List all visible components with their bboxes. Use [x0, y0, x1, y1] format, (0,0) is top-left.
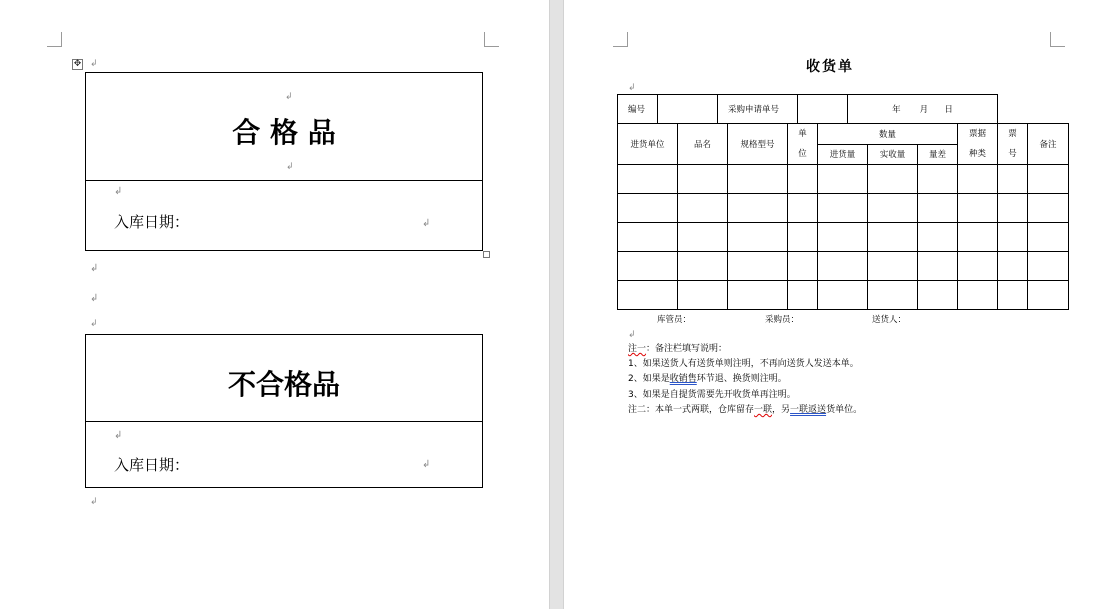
- table-cell[interactable]: [678, 194, 728, 223]
- table-cell[interactable]: [618, 223, 678, 252]
- table-cell[interactable]: [918, 252, 958, 281]
- table-cell[interactable]: [618, 194, 678, 223]
- storage-date-label: 入库日期：: [114, 213, 190, 231]
- table-cell[interactable]: [1028, 165, 1069, 194]
- table-cell[interactable]: [618, 281, 678, 310]
- table-cell[interactable]: [998, 252, 1028, 281]
- table-cell[interactable]: [678, 281, 728, 310]
- table-row: [618, 165, 1069, 194]
- table-cell[interactable]: [998, 165, 1028, 194]
- label-divider: [86, 180, 482, 181]
- paragraph-mark: ↲: [628, 330, 636, 340]
- paragraph-mark: ↲: [422, 218, 431, 229]
- receipt-header-table: [617, 94, 998, 124]
- table-cell[interactable]: [728, 252, 788, 281]
- page-corner-mark: [613, 32, 628, 47]
- paragraph-mark: ↲: [422, 459, 431, 470]
- qualified-title: 合 格 品: [232, 116, 336, 149]
- paragraph-mark: ↲: [286, 162, 294, 172]
- paragraph-mark: ↲: [90, 497, 98, 507]
- paragraph-mark: ↲: [90, 59, 98, 69]
- col-spec: 规格型号: [728, 124, 788, 165]
- table-move-handle-icon[interactable]: ✥: [73, 59, 82, 69]
- table-row: [618, 223, 1069, 252]
- storage-date-label: 入库日期：: [114, 456, 190, 474]
- table-cell[interactable]: [868, 165, 918, 194]
- table-cell[interactable]: [998, 194, 1028, 223]
- note-line-1: 1、如果送货人有送货单则注明，不再向送货人发送本单。: [628, 359, 859, 370]
- note-line-3: 3、如果是自提货需要先开收货单再注明。: [628, 389, 796, 400]
- table-cell[interactable]: [918, 194, 958, 223]
- note-one-heading: 注一：备注栏填写说明：: [628, 344, 728, 354]
- table-cell[interactable]: [1028, 281, 1069, 310]
- deliverer-label: 送货人：: [872, 315, 907, 325]
- table-cell[interactable]: [618, 252, 678, 281]
- table-cell[interactable]: [868, 194, 918, 223]
- paragraph-mark: ↲: [114, 430, 123, 441]
- table-cell[interactable]: [818, 252, 868, 281]
- paragraph-mark: ↲: [90, 263, 99, 274]
- paragraph-mark: ↲: [285, 92, 293, 102]
- col-supplier: 进货单位: [618, 124, 678, 165]
- number-label: 编号: [618, 95, 658, 124]
- col-qty-actual: 实收量: [868, 144, 918, 165]
- paragraph-mark: ↲: [114, 186, 123, 197]
- table-cell[interactable]: [728, 281, 788, 310]
- table-cell[interactable]: [998, 223, 1028, 252]
- table-cell[interactable]: [818, 194, 868, 223]
- page-corner-mark: [484, 32, 499, 47]
- page-gutter: [549, 0, 564, 609]
- table-resize-handle[interactable]: [483, 251, 490, 258]
- col-quantity: 数量: [818, 124, 958, 145]
- table-cell[interactable]: [958, 281, 998, 310]
- paragraph-mark: ↲: [90, 319, 98, 329]
- table-cell[interactable]: [788, 194, 818, 223]
- col-qty-diff: 量差: [918, 144, 958, 165]
- table-cell[interactable]: [818, 281, 868, 310]
- receipt-title: 收货单: [806, 59, 854, 75]
- date-cell[interactable]: 年 月 日: [848, 95, 998, 124]
- table-cell[interactable]: [788, 223, 818, 252]
- table-row: [618, 281, 1069, 310]
- col-invoice-type: 票据 种类: [958, 124, 998, 165]
- table-cell[interactable]: [918, 281, 958, 310]
- label-divider: [86, 421, 482, 422]
- paragraph-mark: ↲: [90, 293, 99, 304]
- page-corner-mark: [47, 32, 62, 47]
- unqualified-title: 不合格品: [227, 368, 340, 401]
- number-value-cell[interactable]: [658, 95, 718, 124]
- table-cell[interactable]: [728, 165, 788, 194]
- table-cell[interactable]: [868, 223, 918, 252]
- warehouse-keeper-label: 库管员：: [657, 315, 692, 325]
- table-cell[interactable]: [998, 281, 1028, 310]
- table-row: [618, 194, 1069, 223]
- table-cell[interactable]: [818, 223, 868, 252]
- table-cell[interactable]: [868, 281, 918, 310]
- table-cell[interactable]: [618, 165, 678, 194]
- table-cell[interactable]: [818, 165, 868, 194]
- table-cell[interactable]: [678, 252, 728, 281]
- table-cell[interactable]: [728, 223, 788, 252]
- table-cell[interactable]: [678, 223, 728, 252]
- table-cell[interactable]: [1028, 194, 1069, 223]
- table-cell[interactable]: [958, 252, 998, 281]
- paragraph-mark: ↲: [628, 83, 636, 93]
- table-cell[interactable]: [788, 281, 818, 310]
- purchaser-label: 采购员：: [765, 315, 800, 325]
- table-cell[interactable]: [958, 194, 998, 223]
- table-cell[interactable]: [918, 223, 958, 252]
- table-cell[interactable]: [958, 165, 998, 194]
- col-invoice-no: 票 号: [998, 124, 1028, 165]
- table-cell[interactable]: [1028, 252, 1069, 281]
- table-cell[interactable]: [918, 165, 958, 194]
- unqualified-label-box: [85, 334, 483, 488]
- note-line-2: 2、如果是收销售环节退、换货则注明。: [628, 374, 787, 385]
- table-cell[interactable]: [678, 165, 728, 194]
- col-item-name: 品名: [678, 124, 728, 165]
- qualified-label-box: [85, 72, 483, 251]
- note-two: 注二：本单一式两联，仓库留存一联，另一联返送货单位。: [628, 404, 863, 415]
- purchase-request-label: 采购申请单号: [718, 95, 798, 124]
- table-cell[interactable]: [958, 223, 998, 252]
- col-qty-in: 进货量: [818, 144, 868, 165]
- table-row: [618, 252, 1069, 281]
- page-corner-mark: [1050, 32, 1065, 47]
- notes-section: [628, 342, 862, 418]
- table-cell[interactable]: [728, 194, 788, 223]
- document-page-right: [564, 0, 1096, 609]
- table-cell[interactable]: [868, 252, 918, 281]
- purchase-request-value-cell[interactable]: [798, 95, 848, 124]
- receipt-items-table: [617, 123, 1069, 310]
- col-remarks: 备注: [1028, 124, 1069, 165]
- table-cell[interactable]: [788, 165, 818, 194]
- table-cell[interactable]: [1028, 223, 1069, 252]
- col-unit: 单 位: [788, 124, 818, 165]
- table-cell[interactable]: [788, 252, 818, 281]
